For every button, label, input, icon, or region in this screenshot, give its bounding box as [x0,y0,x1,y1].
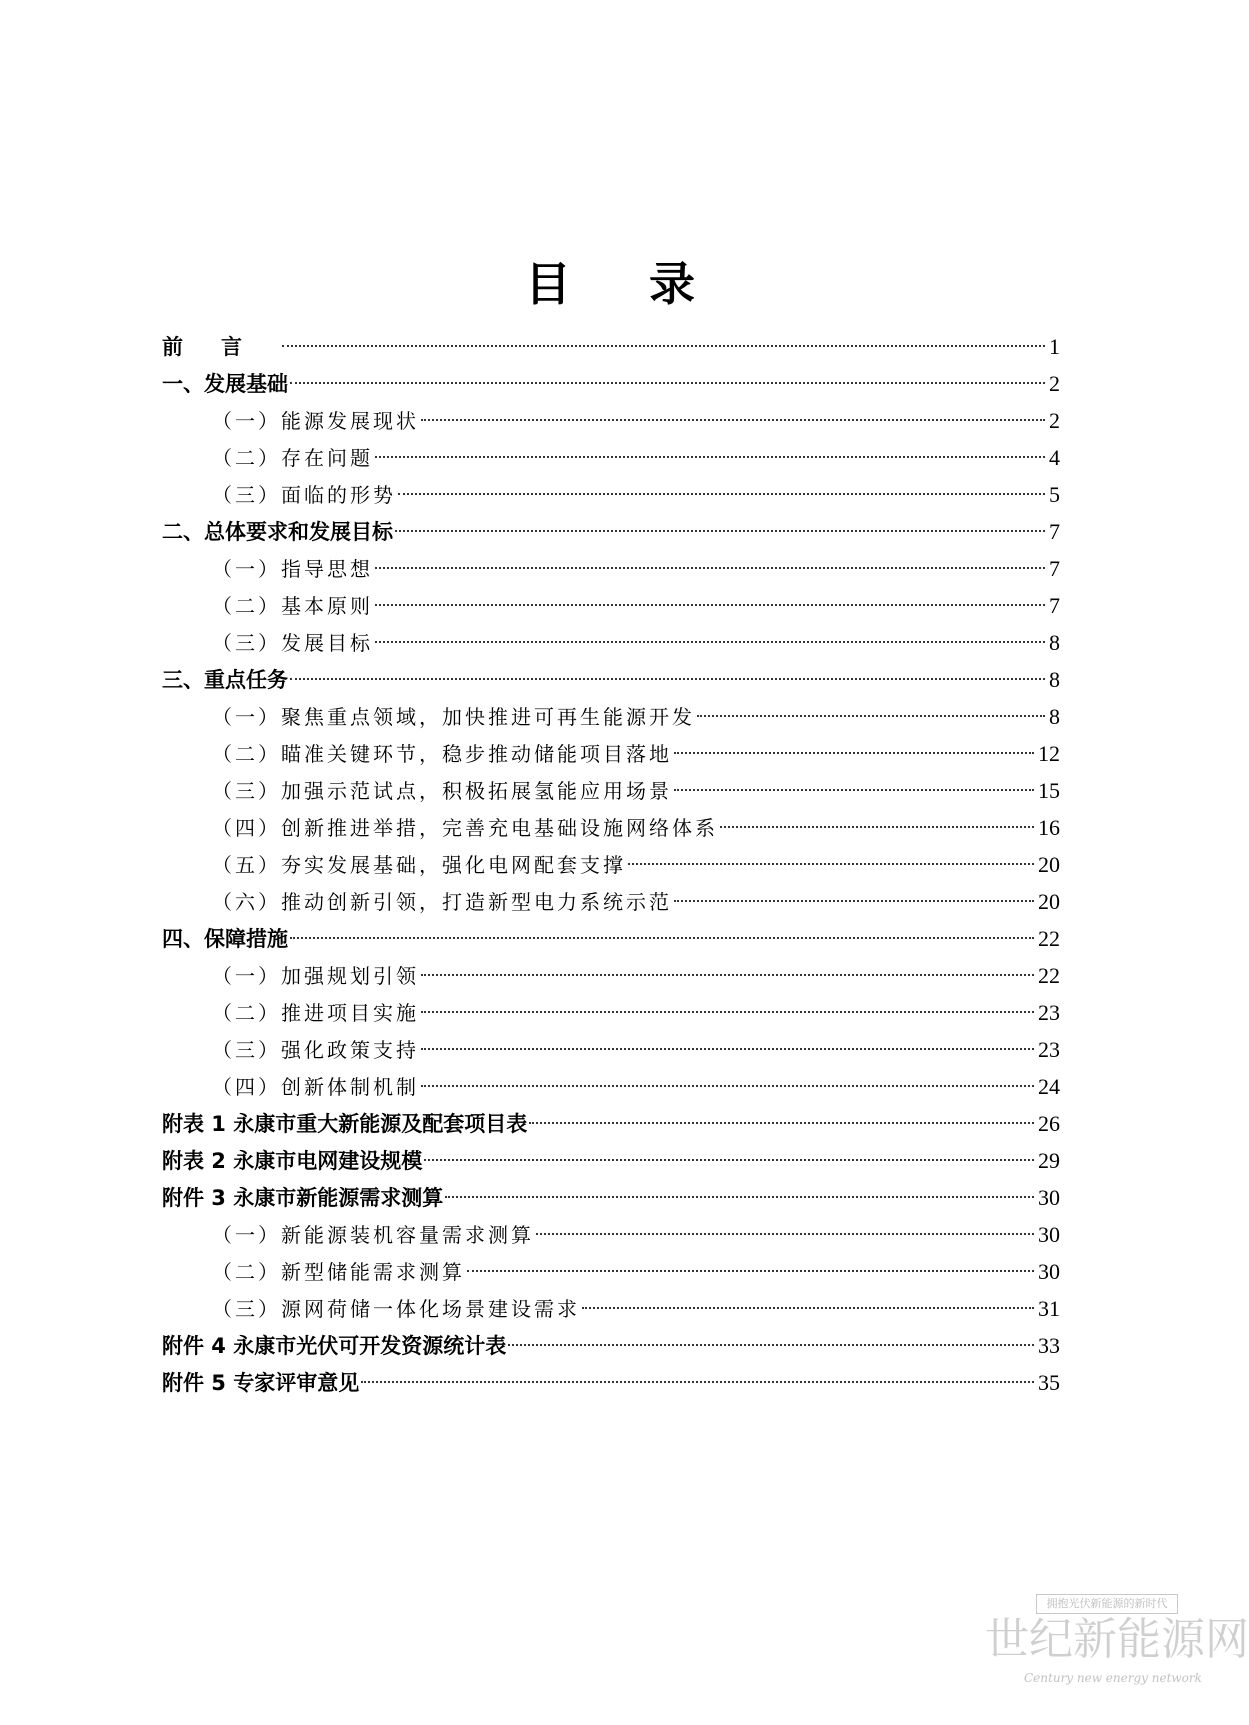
toc-dot-leader [361,1381,1034,1383]
toc-entry-page-number: 30 [1038,1259,1060,1284]
toc-entry[interactable] [162,1253,1060,1290]
toc-dot-leader [395,530,1045,532]
toc-entry-label: （二）瞄准关键环节，稳步推动储能项目落地 [212,742,672,766]
toc-entry[interactable] [162,624,1060,661]
toc-entry-page-number: 24 [1038,1074,1060,1099]
toc-entry-label: （四）创新体制机制 [212,1075,419,1099]
toc-entry-page-number: 30 [1038,1222,1060,1247]
toc-entry[interactable] [162,365,1060,402]
toc-dot-leader [375,641,1045,643]
toc-entry[interactable] [162,698,1060,735]
toc-entry-label: （二）推进项目实施 [212,1001,419,1025]
toc-entry-label: 三、重点任务 [162,668,288,692]
toc-entry-page-number: 1 [1049,334,1060,359]
toc-dot-leader [282,345,1045,347]
toc-entry[interactable] [162,1105,1060,1142]
toc-entry-label: （一）聚焦重点领域，加快推进可再生能源开发 [212,705,695,729]
toc-dot-leader [421,974,1034,976]
toc-entry-page-number: 12 [1038,741,1060,766]
toc-entry-label: 附表 1 永康市重大新能源及配套项目表 [162,1112,528,1136]
toc-entry-page-number: 2 [1049,408,1060,433]
toc-entry[interactable] [162,809,1060,846]
page-title [0,248,1220,314]
toc-entry-page-number: 7 [1049,556,1060,581]
toc-dot-leader [720,826,1034,828]
toc-entry-page-number: 7 [1049,593,1060,618]
toc-dot-leader [674,900,1034,902]
toc-entry[interactable] [162,1364,1060,1401]
toc-entry-label: （一）指导思想 [212,557,373,581]
toc-entry-label: （五）夯实发展基础，强化电网配套支撑 [212,853,626,877]
toc-dot-leader [508,1344,1034,1346]
toc-entry-page-number: 20 [1038,889,1060,914]
toc-entry-page-number: 8 [1049,704,1060,729]
toc-dot-leader [424,1159,1034,1161]
toc-dot-leader [697,715,1045,717]
toc-entry-label: 附件 3 永康市新能源需求测算 [162,1186,444,1210]
toc-entry-page-number: 2 [1049,371,1060,396]
toc-entry-label: （一）新能源装机容量需求测算 [212,1223,534,1247]
toc-entry[interactable] [162,920,1060,957]
toc-entry-page-number: 15 [1038,778,1060,803]
toc-entry-page-number: 26 [1038,1111,1060,1136]
toc-dot-leader [421,1011,1034,1013]
toc-entry-page-number: 5 [1049,482,1060,507]
toc-entry-page-number: 20 [1038,852,1060,877]
toc-entry-label: 附件 5 专家评审意见 [162,1371,360,1395]
toc-dot-leader [375,567,1045,569]
toc-entry-label: （一）加强规划引领 [212,964,419,988]
toc-entry-label: （二）基本原则 [212,594,373,618]
toc-entry[interactable] [162,587,1060,624]
toc-entry[interactable] [162,513,1060,550]
toc-dot-leader [421,419,1045,421]
toc-entry-page-number: 30 [1038,1185,1060,1210]
toc-entry-page-number: 8 [1049,667,1060,692]
toc-entry-page-number: 31 [1038,1296,1060,1321]
toc-entry-label: （三）源网荷储一体化场景建设需求 [212,1297,580,1321]
toc-entry[interactable] [162,846,1060,883]
toc-entry-page-number: 35 [1038,1370,1060,1395]
toc-dot-leader [529,1122,1034,1124]
toc-dot-leader [421,1048,1034,1050]
table-of-contents [162,328,1060,1401]
toc-entry-page-number: 29 [1038,1148,1060,1173]
toc-entry[interactable] [162,1290,1060,1327]
toc-entry[interactable] [162,994,1060,1031]
toc-entry-page-number: 33 [1038,1333,1060,1358]
toc-dot-leader [674,789,1034,791]
toc-entry[interactable] [162,328,1060,365]
toc-entry-label: （三）加强示范试点，积极拓展氢能应用场景 [212,779,672,803]
toc-entry-label: 附件 4 永康市光伏可开发资源统计表 [162,1334,507,1358]
toc-entry-label: （四）创新推进举措，完善充电基础设施网络体系 [212,816,718,840]
toc-entry[interactable] [162,1068,1060,1105]
toc-dot-leader [536,1233,1034,1235]
toc-dot-leader [628,863,1034,865]
toc-entry-label: （二）存在问题 [212,446,373,470]
toc-entry-page-number: 22 [1038,963,1060,988]
toc-entry-label: （三）强化政策支持 [212,1038,419,1062]
toc-entry-label: 四、保障措施 [162,927,288,951]
toc-dot-leader [375,604,1045,606]
toc-entry[interactable] [162,772,1060,809]
toc-entry[interactable] [162,735,1060,772]
toc-entry[interactable] [162,1216,1060,1253]
toc-dot-leader [290,382,1045,384]
toc-entry-page-number: 7 [1049,519,1060,544]
toc-entry[interactable] [162,402,1060,439]
toc-entry-label: （二）新型储能需求测算 [212,1260,465,1284]
toc-entry-label: （三）发展目标 [212,631,373,655]
toc-dot-leader [445,1196,1034,1198]
toc-entry-label: 一、发展基础 [162,372,288,396]
toc-entry[interactable] [162,439,1060,476]
toc-entry[interactable] [162,1327,1060,1364]
toc-dot-leader [582,1307,1034,1309]
toc-entry-page-number: 23 [1038,1000,1060,1025]
toc-entry-page-number: 16 [1038,815,1060,840]
toc-entry-label: 二、总体要求和发展目标 [162,520,393,544]
toc-entry-page-number: 23 [1038,1037,1060,1062]
toc-dot-leader [421,1085,1034,1087]
watermark-logo-text: 世纪新能源网 [985,1614,1249,1665]
title-char-1: 目 [525,257,571,311]
toc-dot-leader [467,1270,1034,1272]
toc-dot-leader [290,678,1045,680]
toc-dot-leader [674,752,1034,754]
toc-entry[interactable] [162,1031,1060,1068]
toc-entry-label: （三）面临的形势 [212,483,396,507]
title-char-2: 录 [649,257,695,311]
toc-entry[interactable] [162,476,1060,513]
toc-entry[interactable] [162,661,1060,698]
toc-entry-label: （六）推动创新引领，打造新型电力系统示范 [212,890,672,914]
toc-entry-page-number: 4 [1049,445,1060,470]
toc-dot-leader [375,456,1045,458]
toc-entry[interactable] [162,1179,1060,1216]
watermark-english: Century new energy network [1024,1671,1202,1685]
watermark-slogan: 拥抱光伏新能源的新时代 [1036,1594,1178,1614]
toc-entry-label: 附表 2 永康市电网建设规模 [162,1149,423,1173]
toc-dot-leader [398,493,1045,495]
toc-entry-label: （一）能源发展现状 [212,409,419,433]
toc-entry[interactable] [162,1142,1060,1179]
toc-entry[interactable] [162,883,1060,920]
toc-entry[interactable] [162,550,1060,587]
toc-entry-page-number: 22 [1038,926,1060,951]
toc-entry-page-number: 8 [1049,630,1060,655]
toc-dot-leader [290,937,1034,939]
toc-entry[interactable] [162,957,1060,994]
toc-entry-label: 前言 [162,335,280,359]
